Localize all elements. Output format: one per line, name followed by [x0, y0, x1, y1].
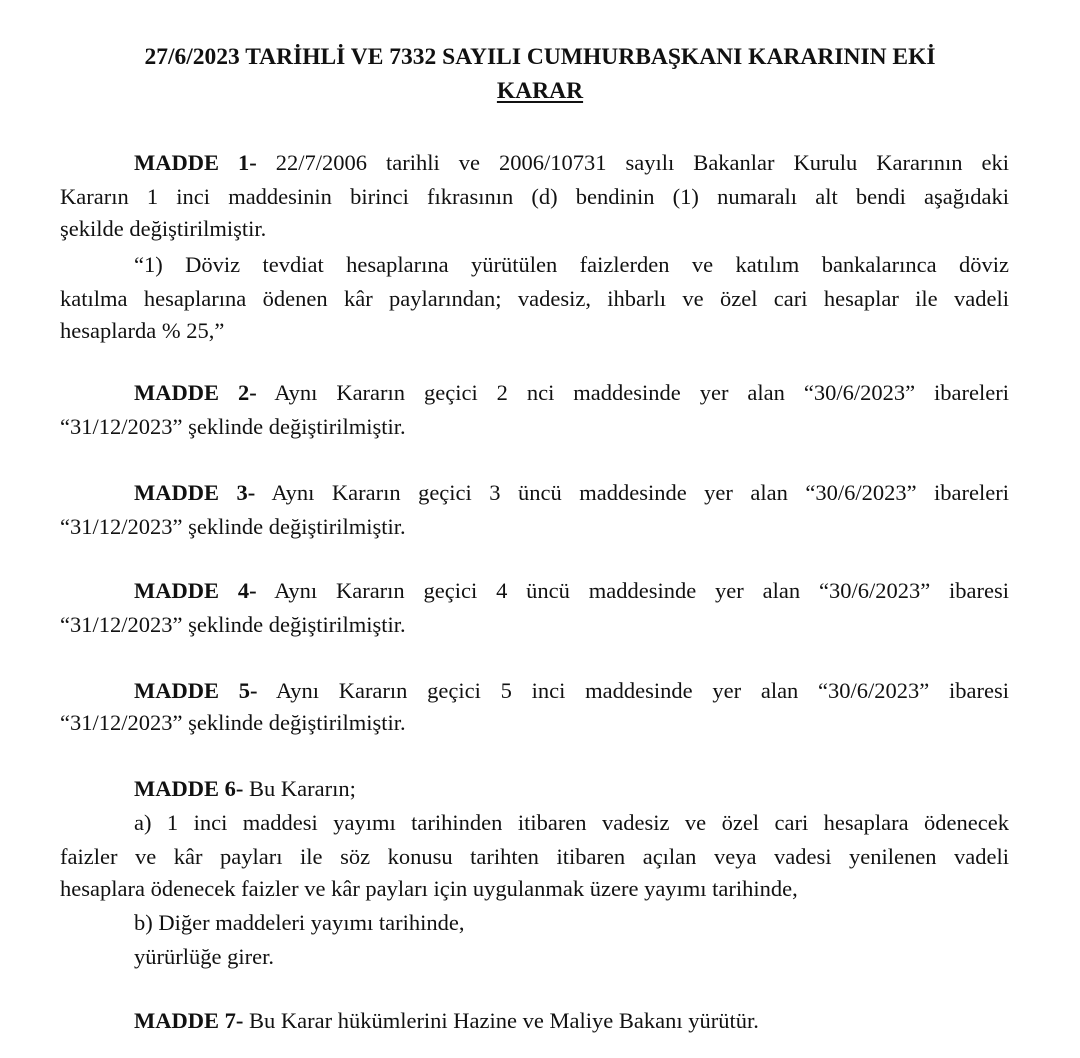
article-7-label: MADDE 7- [134, 1008, 244, 1033]
article-6-item-a-line-1: a) 1 inci maddesi yayımı tarihinden itibaren vadesiz ve özel cari hesaplara ödenecek [134, 810, 1009, 835]
article-6-item-a-line-3: hesaplara ödenecek faizler ve kâr payları için uygulanmak üzere yayımı tarihinde, [60, 876, 798, 901]
article-5-label: MADDE 5- [134, 678, 258, 703]
article-3-text: Aynı Kararın geçici 3 üncü maddesinde yer alan “30/6/2023” ibareleri [271, 480, 1009, 505]
article-3-line-2: “31/12/2023” şeklinde değiştirilmiştir. [60, 514, 406, 539]
document-subtitle: KARAR [496, 78, 584, 104]
article-4-text: Aynı Kararın geçici 4 üncü maddesinde yer alan “30/6/2023” ibaresi [274, 578, 1009, 603]
article-6-line-1 [134, 774, 356, 804]
article-1-label: MADDE 1- [134, 150, 257, 175]
article-7-text: Bu Karar hükümlerini Hazine ve Maliye Bakanı yürütür. [248, 1008, 759, 1033]
article-3-label: MADDE 3- [134, 480, 256, 505]
article-2-label: MADDE 2- [134, 380, 257, 405]
article-1-quote-line-3: hesaplarda % 25,” [60, 318, 225, 343]
article-6-label: MADDE 6- [134, 776, 244, 801]
article-5-line-1 [134, 676, 1009, 706]
document-title: 27/6/2023 TARİHLİ VE 7332 SAYILI CUMHURBAŞKANI KARARININ EKİ [144, 44, 936, 70]
article-2-line-1 [134, 378, 1009, 408]
article-1-text: 22/7/2006 tarihli ve 2006/10731 sayılı Bakanlar Kurulu Kararının eki [275, 150, 1009, 175]
article-1-line-3: şekilde değiştirilmiştir. [60, 216, 267, 241]
article-5-text: Aynı Kararın geçici 5 inci maddesinde yer alan “30/6/2023” ibaresi [276, 678, 1010, 703]
article-1-quote-line-1: “1) Döviz tevdiat hesaplarına yürütülen faizlerden ve katılım bankalarınca döviz [134, 252, 1009, 277]
article-5-line-2: “31/12/2023” şeklinde değiştirilmiştir. [60, 710, 406, 735]
article-1-quote-line-2: katılma hesaplarına ödenen kâr paylarından; vadesiz, ihbarlı ve özel cari hesaplar ile vadeli [60, 286, 1009, 311]
article-6-item-a-line-2: faizler ve kâr payları ile söz konusu tarihten itibaren açılan veya vadesi yenilenen vadeli [60, 844, 1009, 869]
article-4-label: MADDE 4- [134, 578, 257, 603]
article-2-text: Aynı Kararın geçici 2 nci maddesinde yer alan “30/6/2023” ibareleri [274, 380, 1009, 405]
article-2-line-2: “31/12/2023” şeklinde değiştirilmiştir. [60, 414, 406, 439]
article-7-line-1 [134, 1006, 759, 1036]
article-1-line-2: Kararın 1 inci maddesinin birinci fıkrasının (d) bendinin (1) numaralı alt bendi aşağıdaki [60, 184, 1009, 209]
article-6-text: Bu Kararın; [248, 776, 356, 801]
article-6-item-b: b) Diğer maddeleri yayımı tarihinde, [134, 910, 465, 935]
article-1-line-1 [134, 148, 1009, 178]
article-4-line-2: “31/12/2023” şeklinde değiştirilmiştir. [60, 612, 406, 637]
article-3-line-1 [134, 478, 1009, 508]
article-4-line-1 [134, 576, 1009, 606]
article-6-closing: yürürlüğe girer. [134, 944, 274, 969]
